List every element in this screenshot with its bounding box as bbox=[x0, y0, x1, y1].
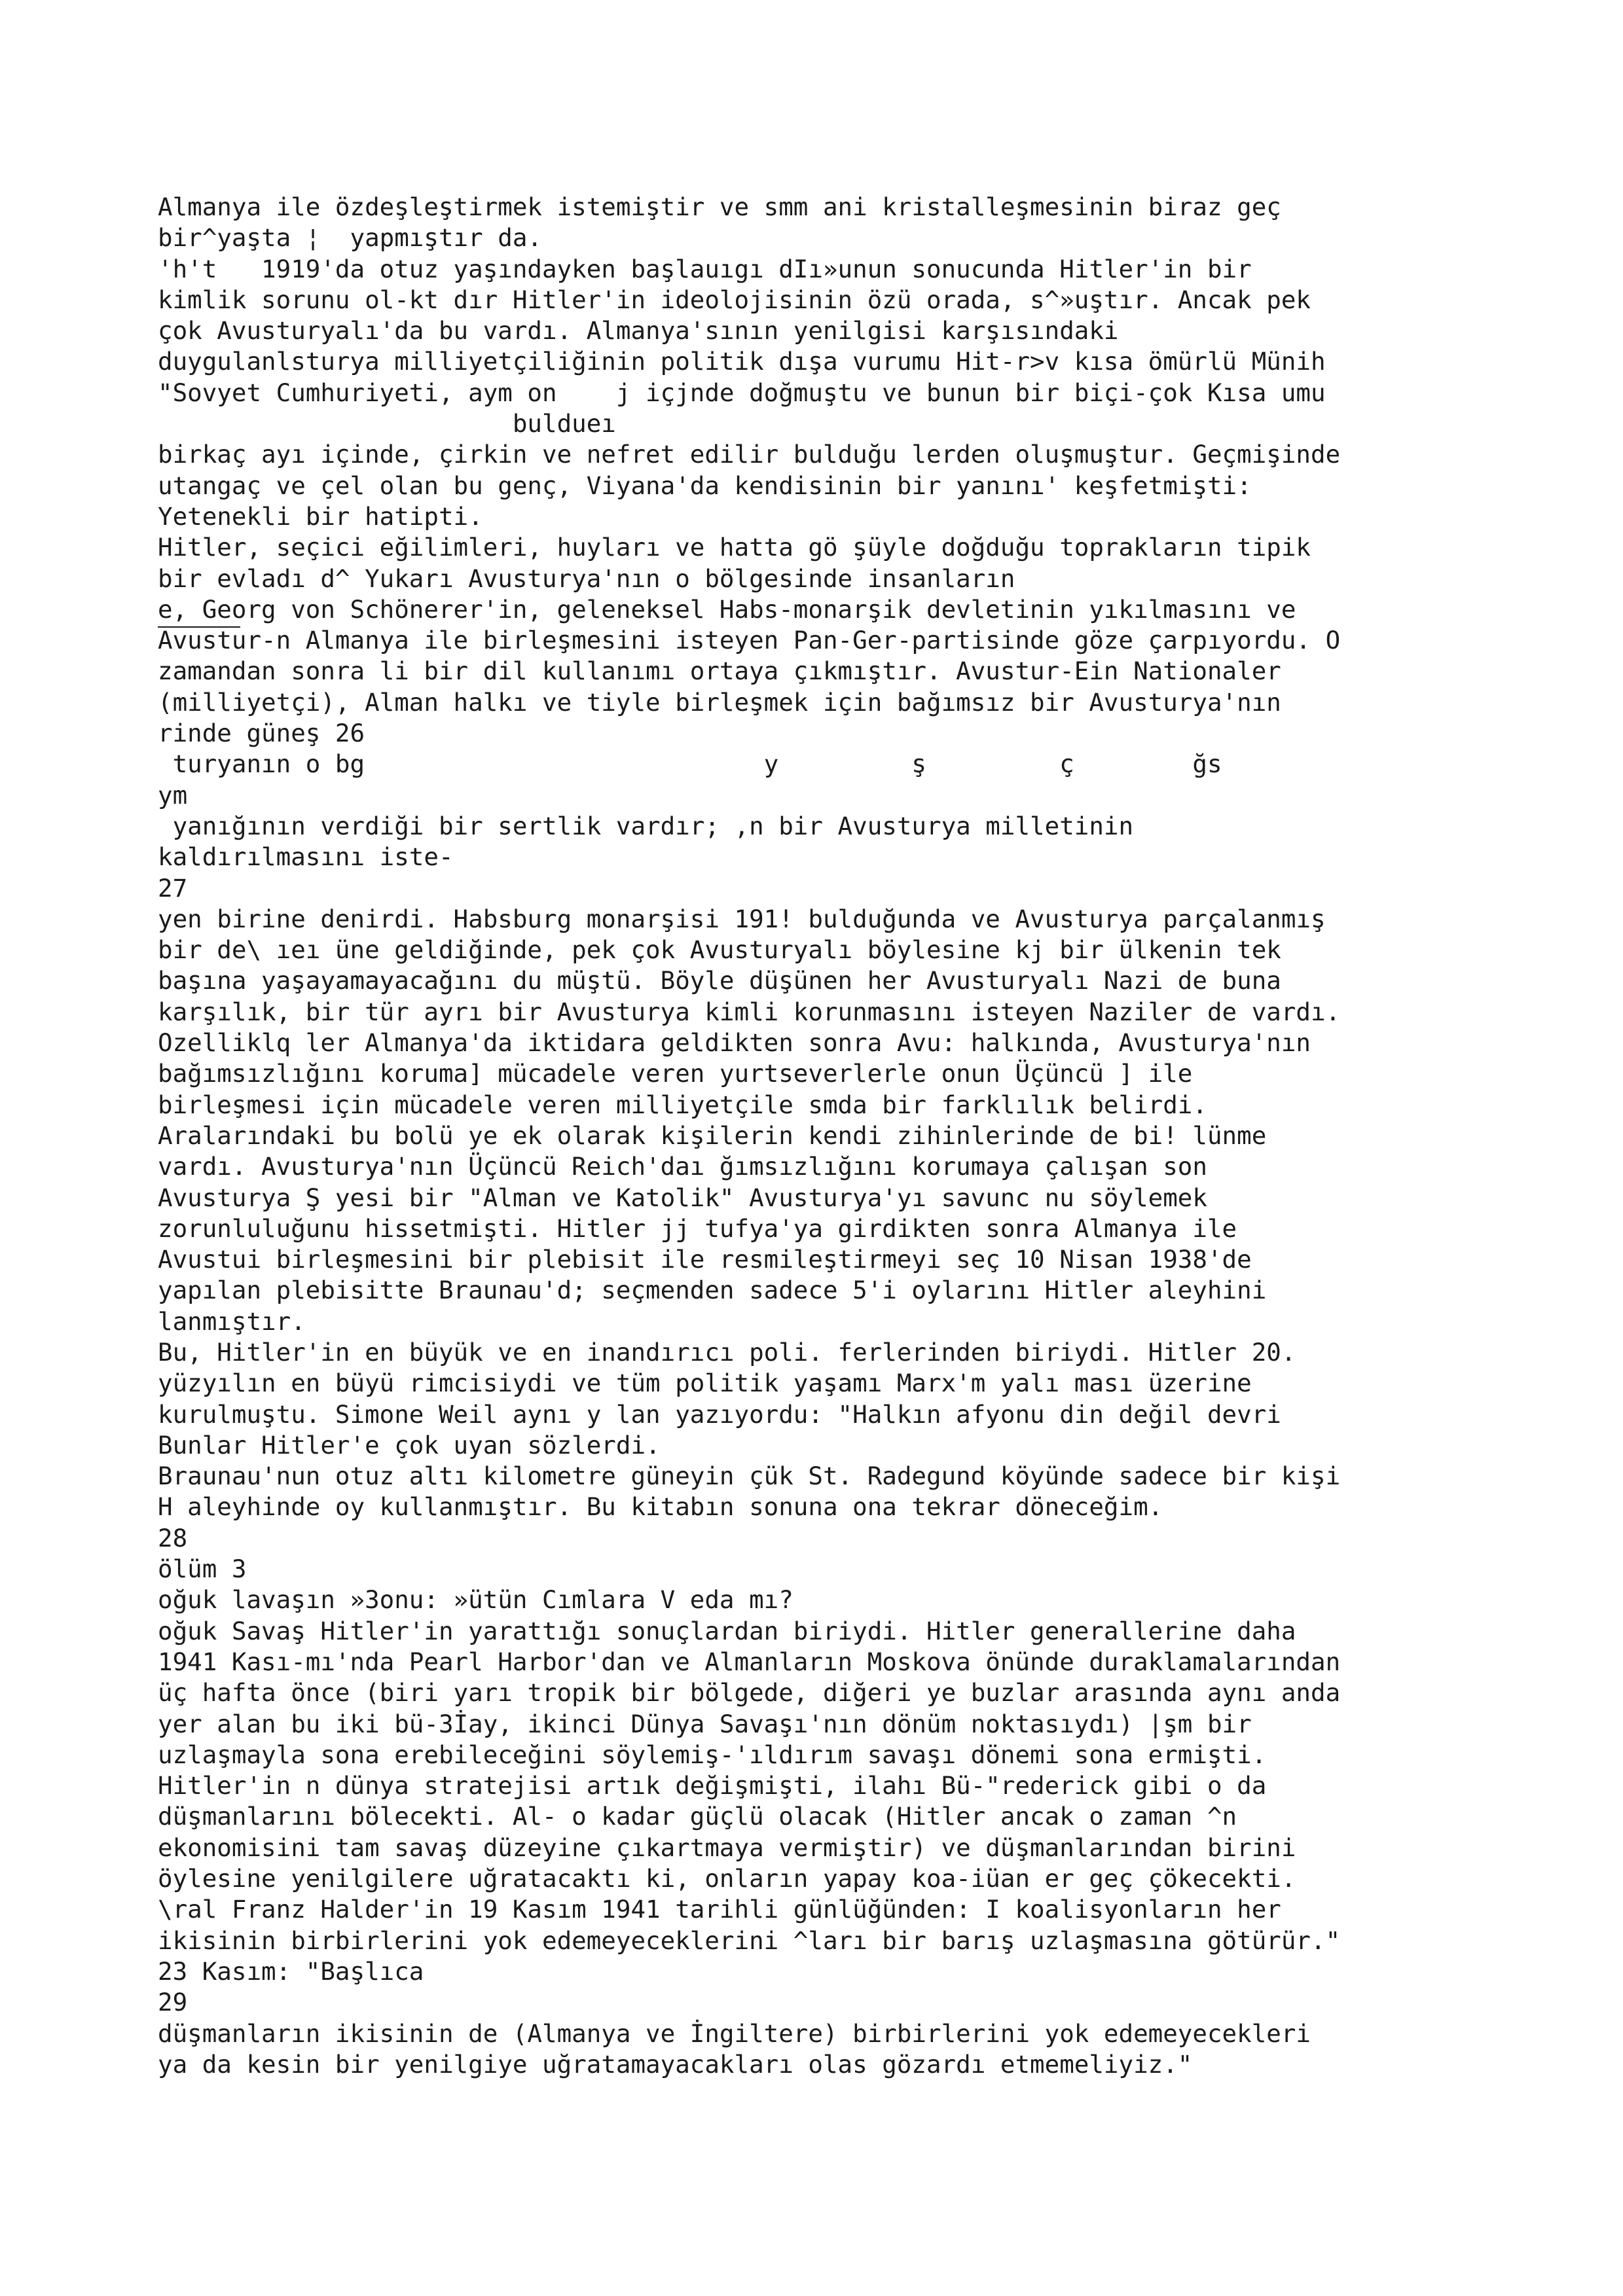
text-line: düşmanlarını bölecekti. Al- o kadar güçlü olacak (Hitler ancak o zaman ^n bbox=[158, 1802, 1237, 1831]
text-line: bir evladı d^ Yukarı Avusturya'nın o bölgesinde insanların bbox=[158, 564, 1015, 593]
text-line: Avustur-n Almanya ile birleşmesini isteyen Pan-Ger-partisinde göze çarpıyordu. O bbox=[158, 626, 1341, 655]
text-line: \ral Franz Halder'in 19 Kasım 1941 tarihli günlüğünden: I koalisyonların her bbox=[158, 1895, 1281, 1924]
text-line: duygulanlsturya milliyetçiliğinin politik dışa vurumu Hit-r>v kısa ömürlü Münih bbox=[158, 347, 1326, 376]
text-line: turyanın o bg y ş ç ğs bbox=[158, 749, 1222, 779]
text-line: vardı. Avusturya'nın Üçüncü Reich'daı ğımsızlığını korumaya çalışan son bbox=[158, 1152, 1207, 1181]
text-line: Hitler'in n dünya stratejisi artık değişmişti, ilahı Bü-"rederick gibi o da bbox=[158, 1771, 1267, 1801]
text-line: uzlaşmayla sona erebileceğini söylemiş-'ıldırım savaşı dönemi sona ermişti. bbox=[158, 1740, 1267, 1769]
text-line: H aleyhinde oy kullanmıştır. Bu kitabın sonuna ona tekrar döneceğim. bbox=[158, 1492, 1163, 1522]
text-line: oğuk lavaşın »3onu: »ütün Cımlara V eda mı? bbox=[158, 1585, 793, 1615]
text-line: Yetenekli bir hatipti. bbox=[158, 501, 483, 531]
text-line: Bu, Hitler'in en büyük ve en inandırıcı poli. ferlerinden biriydi. Hitler 20. bbox=[158, 1337, 1296, 1367]
text-line: Aralarındaki bu bolü ye ek olarak kişilerin kendi zihinlerinde de bi! lünme bbox=[158, 1121, 1267, 1150]
text-line: yer alan bu iki bü-3İay, ikinci Dünya Savaşı'nın dönüm noktasıydı) |şm bir bbox=[158, 1709, 1252, 1738]
text-line: ya da kesin bir yenilgiye uğratamayacakları olas gözardı etmemeliyiz." bbox=[158, 2049, 1193, 2079]
text-line: üç hafta önce (biri yarı tropik bir bölgede, diğeri ye buzlar arasında aynı anda bbox=[158, 1678, 1341, 1708]
text-line: yanığının verdiği bir sertlik vardır; ,n bir Avusturya milletinin bbox=[158, 811, 1134, 840]
text-line: 27 bbox=[158, 873, 188, 903]
text-line: ekonomisini tam savaş düzeyine çıkartmaya vermiştir) ve düşmanlarından birini bbox=[158, 1833, 1296, 1862]
text-line: kaldırılmasını iste- bbox=[158, 842, 454, 872]
body-text bbox=[158, 192, 1533, 2080]
text-line: ikisinin birbirlerini yok edemeyeceklerini ^ları bir barış uzlaşmasına götürür." bbox=[158, 1926, 1341, 1955]
text-line: yen birine denirdi. Habsburg monarşisi 191! bulduğunda ve Avusturya parçalanmış bbox=[158, 904, 1326, 933]
text-line: "Sovyet Cumhuriyeti, aym on j içjnde doğmuştu ve bunun bir biçi-çok Kısa umu bbox=[158, 378, 1326, 407]
text-line: Braunau'nun otuz altı kilometre güneyin çük St. Radegund köyünde sadece bir kişi bbox=[158, 1462, 1341, 1491]
text-line: başına yaşayamayacağını du müştü. Böyle düşünen her Avusturyalı Nazi de buna bbox=[158, 966, 1281, 996]
text-line: kurulmuştu. Simone Weil aynı y lan yazıyordu: "Halkın afyonu din değil devri bbox=[158, 1399, 1281, 1429]
text-line: karşılık, bir tür ayrı bir Avusturya kimli korunmasını isteyen Naziler de vardı. bbox=[158, 997, 1341, 1026]
text-line: Bunlar Hitler'e çok uyan sözlerdi. bbox=[158, 1430, 661, 1460]
text-line: 'h't 1919'da otuz yaşındayken başlauıgı dIı»unun sonucunda Hitler'in bir bbox=[158, 254, 1252, 283]
text-line: Ozelliklq ler Almanya'da iktidara geldikten sonra Avu: halkında, Avusturya'nın bbox=[158, 1028, 1311, 1058]
text-line: ym bbox=[158, 780, 188, 810]
text-line: buldueı bbox=[158, 409, 616, 439]
text-line: yapılan plebisitte Braunau'd; seçmenden sadece 5'i oylarını Hitler aleyhini bbox=[158, 1276, 1267, 1305]
text-line: 23 Kasım: "Başlıca bbox=[158, 1956, 424, 1986]
text-line: rinde güneş 26 bbox=[158, 719, 365, 748]
text-line: 1941 Kası-mı'nda Pearl Harbor'dan ve Almanların Moskova önünde duraklamalarından bbox=[158, 1647, 1341, 1676]
text-line: birleşmesi için mücadele veren milliyetçile smda bir farklılık belirdi. bbox=[158, 1090, 1207, 1119]
text-line: lanmıştır. bbox=[158, 1306, 306, 1336]
text-line: Hitler, seçici eğilimleri, huyları ve hatta gö şüyle doğduğu toprakların tipik bbox=[158, 533, 1311, 562]
text-line: Avustui birleşmesini bir plebisit ile resmileştirmeyi seç 10 Nisan 1938'de bbox=[158, 1245, 1252, 1274]
text-line: zorunluluğunu hissetmişti. Hitler jj tufya'ya girdikten sonra Almanya ile bbox=[158, 1213, 1237, 1243]
text-line: öylesine yenilgilere uğratacaktı ki, onların yapay koa-iüan er geç çökecekti. bbox=[158, 1864, 1296, 1893]
text-line: Almanya ile özdeşleştirmek istemiştir ve smm ani kristalleşmesinin biraz geç bbox=[158, 192, 1281, 221]
text-line: oğuk Savaş Hitler'in yarattığı sonuçlardan biriydi. Hitler generallerine daha bbox=[158, 1616, 1296, 1645]
text-line: kimlik sorunu ol-kt dır Hitler'in ideolojisinin özü orada, s^»uştır. Ancak pek bbox=[158, 285, 1311, 314]
text-line: utangaç ve çel olan bu genç, Viyana'da kendisinin bir yanını' keşfetmişti: bbox=[158, 471, 1252, 500]
text-line: bir de\ ıeı üne geldiğinde, pek çok Avusturyalı böylesine kj bir ülkenin tek bbox=[158, 935, 1281, 965]
text-line: yüzyılın en büyü rimcisiydi ve tüm politik yaşamı Marx'm yalı ması üzerine bbox=[158, 1369, 1252, 1398]
text-line: ölüm 3 bbox=[158, 1554, 247, 1584]
text-line: düşmanların ikisinin de (Almanya ve İngiltere) birbirlerini yok edemeyecekleri bbox=[158, 2018, 1311, 2048]
text-line: bağımsızlığını koruma] mücadele veren yurtseverlerle onun Üçüncü ] ile bbox=[158, 1059, 1193, 1088]
text-line: 28 bbox=[158, 1523, 188, 1552]
text-line: Avusturya Ş yesi bir "Alman ve Katolik" Avusturya'yı savunc nu söylemek bbox=[158, 1183, 1207, 1212]
text-line: çok Avusturyalı'da bu vardı. Almanya'sının yenilgisi karşısındaki bbox=[158, 316, 1119, 346]
text-line: birkaç ayı içinde, çirkin ve nefret edilir bulduğu lerden oluşmuştur. Geçmişinde bbox=[158, 440, 1341, 469]
text-line: bir^yaşta ¦ yapmıştır da. bbox=[158, 223, 542, 253]
text-line: e, Georg von Schönerer'in, geleneksel Habs-monarşik devletinin yıkılmasını ve bbox=[158, 594, 1296, 624]
text-line: (milliyetçi), Alman halkı ve tiyle birleşmek için bağımsız bir Avusturya'nın bbox=[158, 687, 1281, 717]
text-line: zamandan sonra li bir dil kullanımı ortaya çıkmıştır. Avustur-Ein Nationaler bbox=[158, 656, 1281, 686]
text-line: 29 bbox=[158, 1988, 188, 2017]
